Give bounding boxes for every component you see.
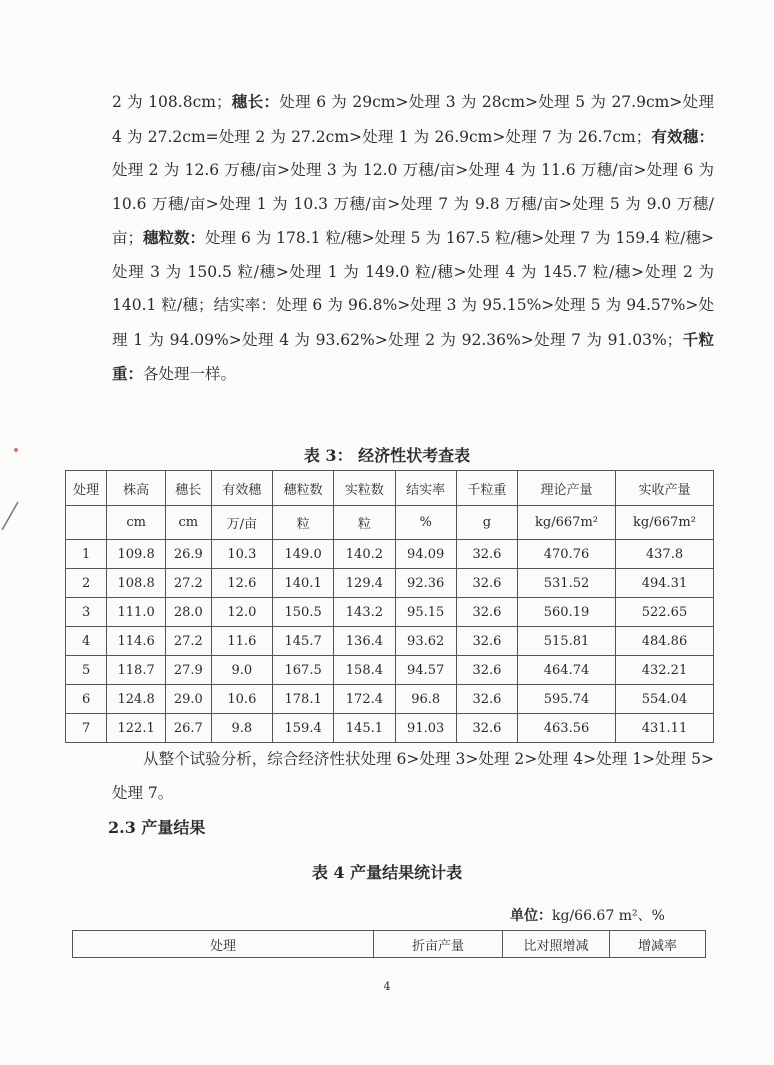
- para-text: 各处理一样。: [143, 365, 237, 383]
- unit-cell: 粒: [334, 506, 395, 540]
- table-cell: 32.6: [456, 598, 517, 627]
- unit-cell: kg/667m²: [615, 506, 713, 540]
- header-cell: 处理: [73, 931, 374, 958]
- table-cell: 1: [66, 540, 107, 569]
- table-cell: 27.2: [165, 627, 211, 656]
- table-cell: 129.4: [334, 569, 395, 598]
- table-cell: 145.7: [273, 627, 334, 656]
- table-cell: 10.3: [211, 540, 272, 569]
- table-header-row: [73, 931, 706, 958]
- table-cell: 2: [66, 569, 107, 598]
- table-cell: 114.6: [107, 627, 166, 656]
- yield-results-table: [72, 930, 706, 958]
- table-cell: 6: [66, 685, 107, 714]
- table-cell: 560.19: [518, 598, 616, 627]
- table-header-row: [66, 471, 714, 506]
- table-cell: 122.1: [107, 714, 166, 743]
- unit-label: 单位：: [510, 908, 552, 924]
- keyword-effective-panicles: 有效穗：: [651, 126, 714, 146]
- section-heading: 2.3 产量结果: [108, 818, 206, 837]
- header-cell: 穗长: [165, 471, 211, 506]
- header-cell: 千粒重: [456, 471, 517, 506]
- para-text: 处理 6 为 29cm>处理 3 为 28cm>处理 5 为 27.9cm>处理 4 为 27.2cm=处理 2 为 27.2cm>处理 1 为 26.9cm>处理 7 为 26.7cm；: [112, 93, 714, 146]
- unit-cell: [66, 506, 107, 540]
- table-cell: 109.8: [107, 540, 166, 569]
- table-cell: 32.6: [456, 627, 517, 656]
- table-cell: 27.2: [165, 569, 211, 598]
- analysis-paragraph: [112, 743, 714, 810]
- table-cell: 140.2: [334, 540, 395, 569]
- unit-note: [510, 905, 665, 925]
- table-cell: 437.8: [615, 540, 713, 569]
- table4-caption: 表 4 产量结果统计表: [311, 863, 463, 882]
- table-cell: 522.65: [615, 598, 713, 627]
- header-cell: 理论产量: [518, 471, 616, 506]
- table-cell: 9.0: [211, 656, 272, 685]
- header-cell: 有效穗: [211, 471, 272, 506]
- table-cell: 464.74: [518, 656, 616, 685]
- table3-caption: 表 3： 经济性状考查表: [303, 446, 471, 465]
- keyword-panicle-length: 穗长：: [231, 92, 280, 111]
- table-body: [66, 540, 714, 743]
- economic-traits-table: [65, 470, 714, 743]
- unit-cell: cm: [107, 506, 166, 540]
- table-row: [66, 569, 714, 598]
- header-cell: 株高: [107, 471, 166, 506]
- table-cell: 159.4: [273, 714, 334, 743]
- table-cell: 32.6: [456, 540, 517, 569]
- table-row: [66, 714, 714, 743]
- table-cell: 11.6: [211, 627, 272, 656]
- unit-cell: 粒: [273, 506, 334, 540]
- table-cell: 92.36: [395, 569, 456, 598]
- table-cell: 3: [66, 598, 107, 627]
- table-cell: 136.4: [334, 627, 395, 656]
- table-cell: 32.6: [456, 685, 517, 714]
- header-cell: 实粒数: [334, 471, 395, 506]
- table-row: [66, 627, 714, 656]
- table-cell: 28.0: [165, 598, 211, 627]
- header-cell: 处理: [66, 471, 107, 506]
- header-cell: 实收产量: [615, 471, 713, 506]
- para-text: 2 为 108.8cm；: [112, 93, 232, 111]
- unit-value: kg/66.67 m²、%: [552, 908, 665, 924]
- unit-cell: kg/667m²: [518, 506, 616, 540]
- keyword-grains-per-panicle: 穗粒数：: [143, 228, 206, 247]
- table-cell: 145.1: [334, 714, 395, 743]
- table-cell: 158.4: [334, 656, 395, 685]
- table-cell: 108.8: [107, 569, 166, 598]
- unit-cell: g: [456, 506, 517, 540]
- table-cell: 124.8: [107, 685, 166, 714]
- table-cell: 484.86: [615, 627, 713, 656]
- table-cell: 167.5: [273, 656, 334, 685]
- table-cell: 143.2: [334, 598, 395, 627]
- table-row: [66, 540, 714, 569]
- table-cell: 12.6: [211, 569, 272, 598]
- unit-cell: 万/亩: [211, 506, 272, 540]
- table-cell: 149.0: [273, 540, 334, 569]
- table-cell: 595.74: [518, 685, 616, 714]
- body-paragraph-traits: [112, 85, 714, 392]
- table-cell: 27.9: [165, 656, 211, 685]
- table-cell: 140.1: [273, 569, 334, 598]
- table-cell: 96.8: [395, 685, 456, 714]
- header-cell: 比对照增减: [503, 931, 610, 958]
- table-cell: 32.6: [456, 714, 517, 743]
- header-cell: 结实率: [395, 471, 456, 506]
- table-cell: 463.56: [518, 714, 616, 743]
- table-cell: 95.15: [395, 598, 456, 627]
- table-cell: 29.0: [165, 685, 211, 714]
- table-cell: 7: [66, 714, 107, 743]
- header-cell: 增减率: [610, 931, 706, 958]
- table-cell: 150.5: [273, 598, 334, 627]
- table-cell: 172.4: [334, 685, 395, 714]
- unit-cell: cm: [165, 506, 211, 540]
- table-cell: 26.9: [165, 540, 211, 569]
- table-cell: 111.0: [107, 598, 166, 627]
- header-cell: 穗粒数: [273, 471, 334, 506]
- table-cell: 515.81: [518, 627, 616, 656]
- unit-cell: %: [395, 506, 456, 540]
- table-cell: 432.21: [615, 656, 713, 685]
- table-cell: 9.8: [211, 714, 272, 743]
- table-row: [66, 598, 714, 627]
- table-row: [66, 656, 714, 685]
- table-cell: 178.1: [273, 685, 334, 714]
- table-row: [66, 685, 714, 714]
- table-cell: 554.04: [615, 685, 713, 714]
- table-cell: 94.09: [395, 540, 456, 569]
- table-cell: 32.6: [456, 656, 517, 685]
- table-cell: 118.7: [107, 656, 166, 685]
- analysis-text: 从整个试验分析，综合经济性状处理 6>处理 3>处理 2>处理 4>处理 1>处理 5>处理 7。: [112, 750, 714, 802]
- table-cell: 5: [66, 656, 107, 685]
- table-cell: 10.6: [211, 685, 272, 714]
- header-cell: 折亩产量: [374, 931, 503, 958]
- table-cell: 494.31: [615, 569, 713, 598]
- table-cell: 32.6: [456, 569, 517, 598]
- para-text: 处理 2 为 12.6 万穗/亩>处理 3 为 12.0 万穗/亩>处理 4 为 11.6 万穗/亩>处理 6 为 10.6 万穗/亩>处理 1 为 10.3 万穗/亩>处理 7 为 9.8 万穗/亩>处理 5 为 9.0 万穗/亩；: [112, 161, 714, 247]
- table-cell: 531.52: [518, 569, 616, 598]
- table-cell: 470.76: [518, 540, 616, 569]
- table-cell: 4: [66, 627, 107, 656]
- table-cell: 91.03: [395, 714, 456, 743]
- table-cell: 26.7: [165, 714, 211, 743]
- table-unit-row: [66, 506, 714, 540]
- page-number: 4: [383, 980, 391, 993]
- table-cell: 93.62: [395, 627, 456, 656]
- para-text: 处理 6 为 178.1 粒/穗>处理 5 为 167.5 粒/穗>处理 7 为 159.4 粒/穗>处理 3 为 150.5 粒/穗>处理 1 为 149.0 粒/穗>处理 4 为 145.7 粒/穗>处理 2 为 140.1 粒/穗；结实率：处理 6 为 96.8%>处理 3 为 95.15%>处理 5 为 94.57%>处理 1 为 94.09%>处理 4 为 93.62%>处理 2 为 92.36%>处理 7 为 91.03%；: [112, 229, 714, 349]
- keyword-thousand-grain-weight: 千粒重：: [112, 329, 714, 383]
- table-cell: 12.0: [211, 598, 272, 627]
- table-cell: 94.57: [395, 656, 456, 685]
- table-cell: 431.11: [615, 714, 713, 743]
